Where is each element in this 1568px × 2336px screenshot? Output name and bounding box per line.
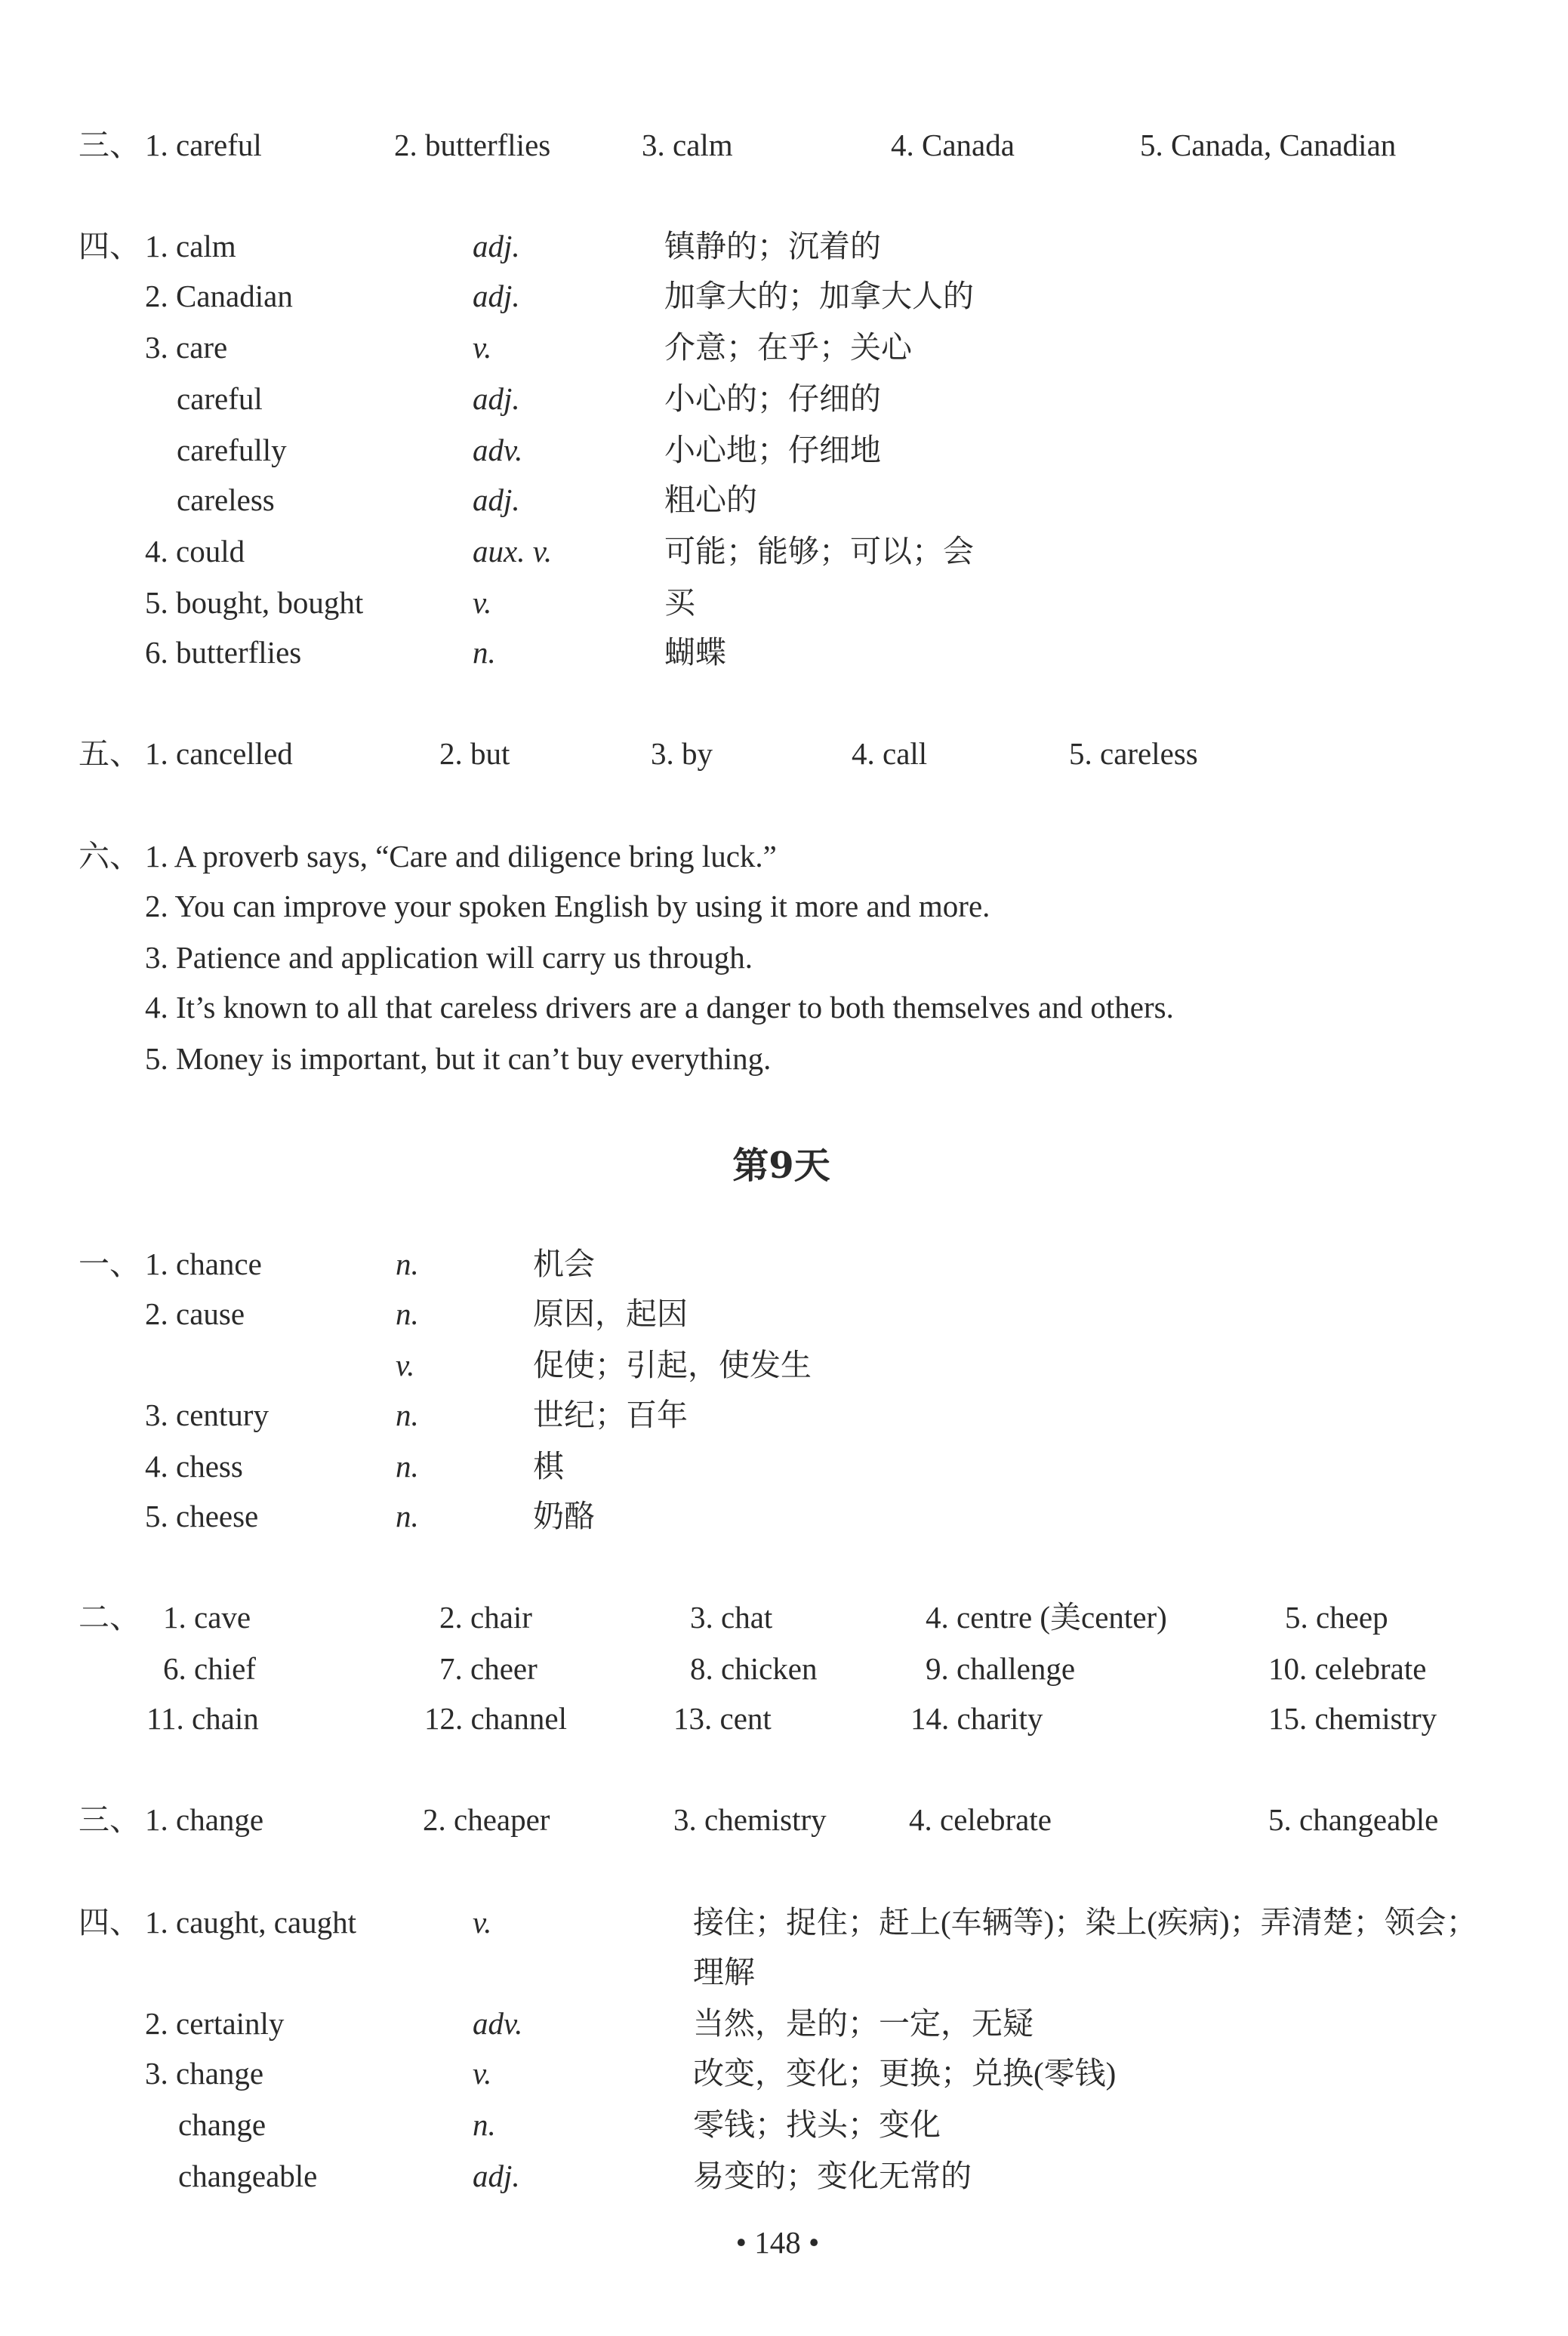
definition: 镇静的；沉着的 <box>664 229 881 263</box>
vocab-word: careless <box>177 482 275 517</box>
definition: 促使；引起，使发生 <box>533 1348 812 1382</box>
vocab-word: 1. caught, caught <box>145 1905 357 1940</box>
definition: 易变的；变化无常的 <box>693 2159 972 2193</box>
definition: 改变，变化；更换；兑换(零钱) <box>693 2056 1117 2091</box>
section-label: 三、 <box>79 1802 140 1837</box>
part-of-speech: n. <box>473 635 496 670</box>
vocab-word: changeable <box>178 2159 318 2193</box>
vocab-word: 2. Canadian <box>145 279 293 313</box>
part-of-speech: adj. <box>473 381 520 416</box>
answer-item: 3. chemistry <box>673 1802 827 1837</box>
definition: 原因，起因 <box>533 1296 688 1331</box>
definition: 可能；能够；可以；会 <box>664 534 974 569</box>
definition: 接住；捉住；赶上(车辆等)；染上(疾病)；弄清楚；领会； <box>693 1905 1477 1940</box>
vocab-word: 6. butterflies <box>145 635 302 670</box>
vocab-word: 1. calm <box>145 229 236 263</box>
vocab-word: 4. chess <box>145 1449 243 1484</box>
answer-item: 5. cheep <box>1285 1600 1388 1635</box>
sentence-item: 5. Money is important, but it can’t buy everything. <box>145 1041 772 1076</box>
part-of-speech: v. <box>473 585 492 620</box>
vocab-word: 5. cheese <box>145 1499 259 1533</box>
definition: 粗心的 <box>664 482 757 517</box>
answer-item: 4. centre (美center) <box>926 1600 1167 1635</box>
answer-item: 3. chat <box>690 1600 773 1635</box>
definition: 零钱；找头；变化 <box>693 2107 941 2142</box>
section-label: 三、 <box>79 128 140 162</box>
part-of-speech: n. <box>396 1296 419 1331</box>
part-of-speech: aux. v. <box>473 534 553 569</box>
answer-item: 8. chicken <box>690 1651 818 1686</box>
vocab-word: 3. century <box>145 1398 269 1432</box>
page-number: • 148 • <box>735 2225 820 2260</box>
part-of-speech: adj. <box>473 482 520 517</box>
vocab-word: 4. could <box>145 534 245 569</box>
part-of-speech: adj. <box>473 229 520 263</box>
vocab-word: careful <box>177 381 263 416</box>
part-of-speech: adj. <box>473 2159 520 2193</box>
section-label: 五、 <box>79 736 140 771</box>
definition: 介意；在乎；关心 <box>664 330 912 365</box>
answer-item: 7. cheer <box>439 1651 538 1686</box>
answer-item: 2. cheaper <box>423 1802 550 1837</box>
answer-item: 2. butterflies <box>394 128 551 162</box>
answer-item: 14. charity <box>910 1701 1043 1736</box>
part-of-speech: n. <box>473 2107 496 2142</box>
definition: 当然，是的；一定，无疑 <box>693 2006 1034 2041</box>
sentence-item: 1. A proverb says, “Care and diligence bring luck.” <box>145 839 777 874</box>
vocab-word: 3. care <box>145 330 228 365</box>
answer-item: 4. Canada <box>891 128 1015 162</box>
definition: 加拿大的；加拿大人的 <box>664 279 974 313</box>
part-of-speech: n. <box>396 1247 419 1281</box>
section-label: 一、 <box>79 1247 140 1281</box>
part-of-speech: adv. <box>473 2006 523 2041</box>
answer-item: 11. chain <box>146 1701 259 1736</box>
answer-item: 5. changeable <box>1268 1802 1439 1837</box>
answer-item: 1. careful <box>145 128 262 162</box>
answer-item: 1. change <box>145 1802 264 1837</box>
vocab-word: change <box>178 2107 266 2142</box>
section-label: 二、 <box>79 1600 140 1635</box>
sentence-item: 2. You can improve your spoken English by using it more and more. <box>145 889 990 923</box>
definition: 机会 <box>533 1247 595 1281</box>
answer-item: 2. chair <box>439 1600 532 1635</box>
answer-item: 9. challenge <box>926 1651 1076 1686</box>
part-of-speech: adj. <box>473 279 520 313</box>
section-label: 四、 <box>79 1905 140 1940</box>
vocab-word: carefully <box>177 433 287 467</box>
vocab-word: 2. cause <box>145 1296 245 1331</box>
definition: 小心地；仔细地 <box>664 433 881 467</box>
answer-item: 5. Canada, Canadian <box>1140 128 1397 162</box>
part-of-speech: v. <box>473 1905 492 1940</box>
part-of-speech: v. <box>396 1348 415 1382</box>
definition: 小心的；仔细的 <box>664 381 881 416</box>
part-of-speech: n. <box>396 1499 419 1533</box>
definition: 棋 <box>533 1449 564 1484</box>
vocab-word: 5. bought, bought <box>145 585 364 620</box>
answer-item: 4. celebrate <box>909 1802 1052 1837</box>
answer-item: 4. call <box>852 736 928 771</box>
part-of-speech: v. <box>473 2056 492 2091</box>
definition-continued: 理解 <box>693 1955 755 1989</box>
vocab-word: 3. change <box>145 2056 264 2091</box>
answer-item: 13. cent <box>673 1701 772 1736</box>
answer-item: 10. celebrate <box>1268 1651 1427 1686</box>
part-of-speech: n. <box>396 1398 419 1432</box>
definition: 世纪；百年 <box>533 1398 688 1432</box>
sentence-item: 4. It’s known to all that careless drivers are a danger to both themselves and others. <box>145 990 1174 1025</box>
answer-item: 5. careless <box>1069 736 1198 771</box>
section-label: 六、 <box>79 839 140 874</box>
definition: 奶酪 <box>533 1499 595 1533</box>
vocab-word: 2. certainly <box>145 2006 285 2041</box>
answer-item: 2. but <box>439 736 510 771</box>
section-label: 四、 <box>79 229 140 263</box>
part-of-speech: adv. <box>473 433 523 467</box>
answer-item: 3. by <box>651 736 713 771</box>
vocab-word: 1. chance <box>145 1247 262 1281</box>
part-of-speech: v. <box>473 330 492 365</box>
answer-item: 1. cancelled <box>145 736 293 771</box>
day-title: 第9天 <box>732 1145 830 1187</box>
answer-item: 15. chemistry <box>1268 1701 1437 1736</box>
part-of-speech: n. <box>396 1449 419 1484</box>
sentence-item: 3. Patience and application will carry us through. <box>145 940 753 975</box>
definition: 买 <box>664 585 695 620</box>
answer-item: 6. chief <box>163 1651 256 1686</box>
answer-item: 1. cave <box>163 1600 251 1635</box>
answer-item: 12. channel <box>424 1701 567 1736</box>
answer-item: 3. calm <box>642 128 733 162</box>
definition: 蝴蝶 <box>664 635 726 670</box>
